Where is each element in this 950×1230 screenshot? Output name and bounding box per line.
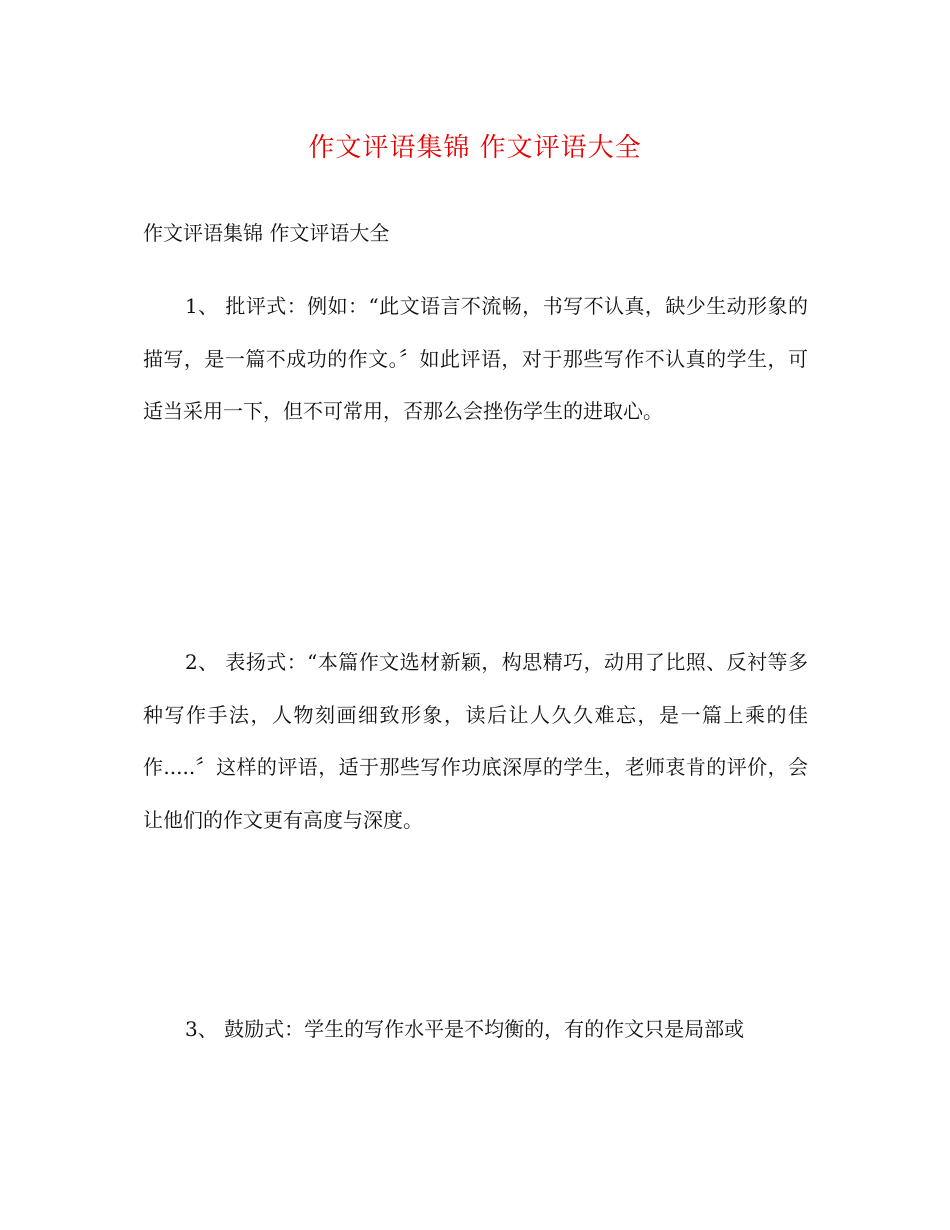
document-title: 作文评语集锦 作文评语大全 <box>308 133 642 163</box>
document-subtitle: 作文评语集锦 作文评语大全 <box>143 221 390 245</box>
paragraph-encouragement: 3、 鼓励式：学生的写作水平是不均衡的，有的作文只是局部或 <box>185 1017 745 1041</box>
paragraph-praise: 2、 表扬式：“本篇作文选材新颖，构思精巧，动用了比照、反衬等多种写作手法，人物刻画细致形象，读后让人久久难忘，是一篇上乘的佳作.....〞这样的评语，适于那些写作功底深厚的学生，老师衷肯的评价，会让他们的作文更有高度与深度。 <box>143 650 808 832</box>
paragraph-criticism: 1、 批评式：例如：“此文语言不流畅，书写不认真，缺少生动形象的描写，是一篇不成功的作文。〞如此评语，对于那些写作不认真的学生，可适当采用一下，但不可常用，否那么会挫伤学生的进取心。 <box>143 294 808 423</box>
